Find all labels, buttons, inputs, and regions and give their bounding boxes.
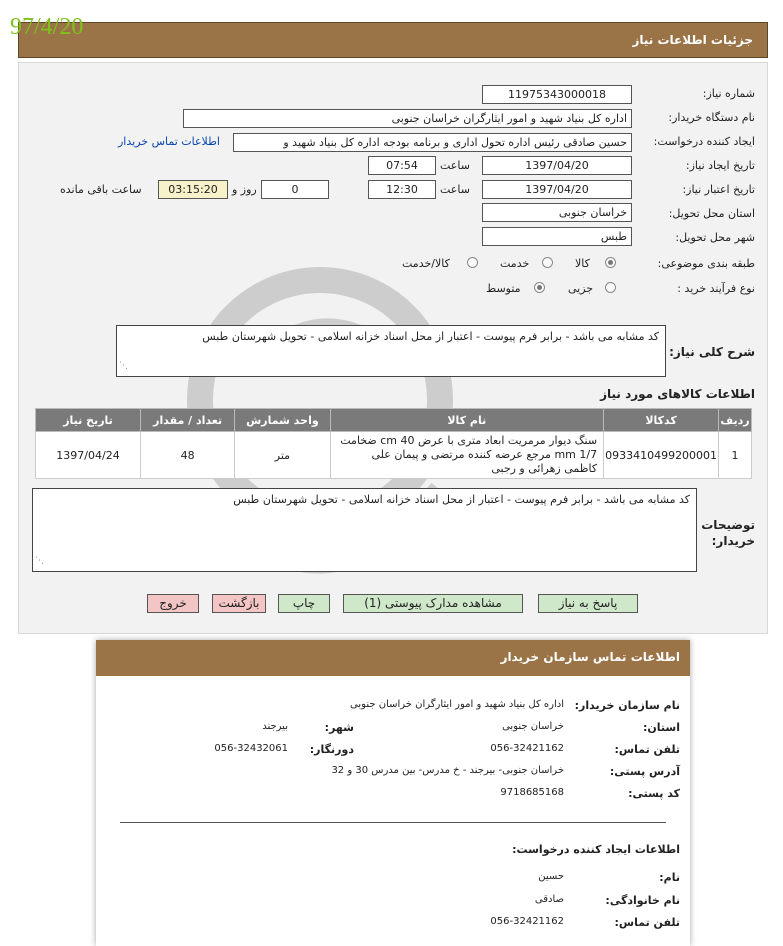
creator-phone-value: 056-32421162 [490,916,564,927]
items-table [35,408,752,479]
valid-date-label: تاریخ اعتبار نیاز: [682,183,755,196]
back-button[interactable]: بازگشت [212,594,266,613]
table-row [36,432,752,479]
city-value: بیرجند [262,721,288,732]
province-label: استان محل تحویل: [668,207,755,220]
page-header [18,22,768,58]
city-label: شهر محل تحویل: [675,231,755,244]
category-radio-both[interactable] [467,257,478,268]
date-stamp: 97/4/20 [10,14,84,40]
buyer-contact-card [96,640,690,946]
cell-date: 1397/04/24 [36,432,141,479]
purchase-radio-minor[interactable] [605,282,616,293]
summary-textarea [116,325,666,377]
created-time-field: 07:54 [368,156,436,175]
col-header-code: کدکالا [604,409,719,432]
phone-label: تلفن تماس: [614,743,680,756]
days-field: 0 [261,180,329,199]
contact-card-header [96,640,690,676]
buyer-org-label: نام دستگاه خریدار: [668,111,755,124]
days-label: روز و [232,183,257,196]
purchase-minor-label: جزیی [568,282,594,295]
remaining-label: ساعت باقی مانده [60,183,142,196]
province-field: خراسان جنوبی [482,203,632,222]
city-field: طبس [482,227,632,246]
purchase-medium-label: متوسط [486,282,521,295]
col-header-qty: تعداد / مقدار [141,409,235,432]
col-header-row: ردیف [719,409,752,432]
category-service-label: خدمت [500,257,530,270]
valid-time-label: ساعت [440,183,470,196]
need-number-field: 11975343000018 [482,85,632,104]
col-header-unit: واحد شمارش [235,409,330,432]
org-label: نام سازمان خریدار: [574,699,680,712]
creator-section-title: اطلاعات ایجاد کننده درخواست: [512,843,680,856]
org-value: اداره کل بنیاد شهید و امور ایثارگران خراسان جنوبی [350,699,564,710]
address-value: خراسان جنوبی- بیرجند - خ مدرس- بین مدرس 30 و 32 [331,765,564,776]
first-name-label: نام: [659,871,680,884]
valid-time-field: 12:30 [368,180,436,199]
items-table-header-row [36,409,752,432]
postal-code-label: کد پستی: [628,787,680,800]
valid-date-field: 1397/04/20 [482,180,632,199]
cell-qty: 48 [141,432,235,479]
divider [120,822,666,823]
reply-button[interactable]: پاسخ به نیاز [538,594,638,613]
buyer-org-field: اداره کل بنیاد شهید و امور ایثارگران خراسان جنوبی [183,109,632,128]
purchase-type-label: نوع فرآیند خرید : [677,282,755,295]
need-number-label: شماره نیاز: [702,87,755,100]
category-goods-label: کالا [575,257,590,270]
cell-code: 0933410499200001 [604,432,719,479]
category-both-label: کالا/خدمت [402,257,450,270]
first-name-value: حسین [538,871,564,882]
phone-value: 056-32421162 [490,743,564,754]
buyer-contact-link[interactable]: اطلاعات تماس خریدار [118,135,220,148]
buyer-notes-label: توضیحات خریدار: [701,518,755,548]
buyer-notes-text: کد مشابه می باشد - برابر فرم پیوست - اعتبار از محل اسناد خزانه اسلامی - تحویل شهرستان طبس [233,493,690,506]
fax-label: دورنگار: [309,743,354,756]
summary-text: کد مشابه می باشد - برابر فرم پیوست - اعتبار از محل اسناد خزانه اسلامی - تحویل شهرستان طبس [202,330,659,343]
view-attachments-button[interactable]: مشاهده مدارک پیوستی (1) [343,594,523,613]
category-label: طبقه بندی موضوعی: [657,257,755,270]
last-name-value: صادقی [534,894,564,905]
summary-label: شرح کلی نیاز: [669,345,755,359]
cell-name: سنگ دیوار مرمریت ابعاد متری با عرض 40 cm ضخامت 1/7 mm مرجع عرضه کننده مرتضی و پیمان علی کاظمی زهرائی و رجبی [330,432,604,479]
requester-label: ایجاد کننده درخواست: [653,135,755,148]
col-header-date: تاریخ نیاز [36,409,141,432]
address-label: آدرس پستی: [609,765,680,778]
created-date-field: 1397/04/20 [482,156,632,175]
print-button[interactable]: چاپ [278,594,330,613]
exit-button[interactable]: خروج [147,594,199,613]
postal-code-value: 9718685168 [500,787,564,798]
contact-card-title: اطلاعات تماس سازمان خریدار [500,650,680,664]
created-time-label: ساعت [440,159,470,172]
cell-unit: متر [235,432,330,479]
remaining-time-field: 03:15:20 [158,180,228,199]
created-date-label: تاریخ ایجاد نیاز: [685,159,755,172]
requester-field: حسین صادقی رئیس اداره تحول اداری و برنامه بودجه اداره کل بنیاد شهید و [233,133,632,152]
creator-phone-label: تلفن تماس: [614,916,680,929]
resize-grip-icon[interactable]: ⋰ [119,361,128,371]
last-name-label: نام خانوادگی: [605,894,680,907]
col-header-name: نام کالا [330,409,604,432]
province-label: استان: [643,721,680,734]
resize-grip-icon[interactable]: ⋰ [35,556,44,566]
page-title: جزئیات اطلاعات نیاز [632,33,753,47]
buyer-notes-textarea [32,488,697,572]
cell-row: 1 [719,432,752,479]
items-section-title: اطلاعات کالاهای مورد نیاز [600,387,755,401]
province-value: خراسان جنوبی [502,721,564,732]
purchase-radio-medium[interactable] [534,282,545,293]
category-radio-goods[interactable] [605,257,616,268]
category-radio-service[interactable] [542,257,553,268]
city-label: شهر: [324,721,354,734]
fax-value: 056-32432061 [214,743,288,754]
